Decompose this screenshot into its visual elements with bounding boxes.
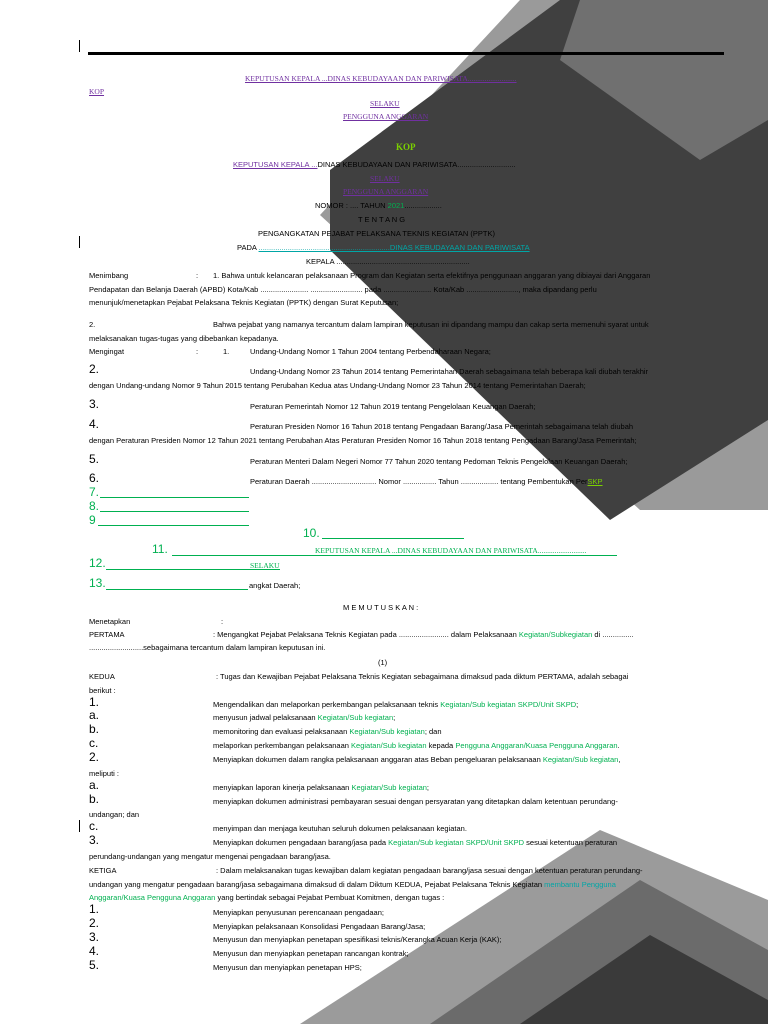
kedua-item2-text: Menyiapkan dokumen dalam rangka pelaksanaan anggaran atas Beban pengeluaran pelaksanaan (213, 755, 541, 764)
ketiga-line3-pengguna: Anggaran/Kuasa Pengguna Anggaran (89, 893, 216, 902)
mengingat-i6-text: Peraturan Daerah ............................... Nomor ................ Tahun .................. tentang Pembentukan Per (250, 477, 588, 486)
ketiga-line2-membantu: membantu Pengguna (544, 880, 616, 889)
pertama-line1 (213, 630, 634, 639)
pada-label: PADA (237, 243, 257, 252)
menimbang-p2-line2: melaksanakan tugas-tugas yang dibebankan kepadanya. (89, 334, 279, 343)
blank-line-13 (106, 589, 248, 590)
mengingat-n12-text: SELAKU (250, 561, 280, 570)
kedua-item3-line2: perundang-undangan yang mengatur mengenai pengadaan barang/jasa. (89, 852, 331, 861)
mengingat-n8: 8. (89, 499, 100, 513)
mengingat-n3: 3. (89, 397, 100, 411)
kedua-item3-end: sesuai ketentuan peraturan (526, 838, 618, 847)
kedua-item3-text: Menyiapkan dokumen pengadaan barang/jasa pada (213, 838, 387, 847)
left-margin-marker (79, 820, 80, 832)
mengingat-n11: 11. (152, 542, 168, 556)
kedua-item-c-end: . (617, 741, 620, 750)
kedua-item-b2-line1: menyiapkan dokumen administrasi pembayaran sesuai dengan persyaratan yang ditetapkan dalam ketentuan perundang- (213, 797, 618, 806)
kedua-line1: : Tugas dan Kewajiban Pejabat Pelaksana Teknis Kegiatan sebagaimana dimaksud pada diktum PERTAMA, adalah sebagai (216, 672, 629, 681)
blank-line-11 (172, 555, 617, 556)
mengingat-i4-line1: Peraturan Presiden Nomor 16 Tahun 2018 tentang Pengadaan Barang/Jasa Pemerintah sebagaimana telah diubah (250, 422, 634, 431)
kedua-item-b-end: ; dan (424, 727, 442, 736)
pertama-tail: di ............... (594, 630, 634, 639)
ketiga-item5: Menyusun dan menyiapkan penetapan HPS; (213, 963, 362, 972)
kedua-item-a2-text: menyiapkan laporan kinerja pelaksanaan (213, 783, 350, 792)
kedua-item3 (213, 838, 617, 847)
ketiga-n1: 1. (89, 902, 100, 916)
mengingat-i6-skp: SKP (587, 477, 603, 486)
nomor-dots: .................. (404, 201, 442, 210)
kedua-item-a2-end: ; (426, 783, 430, 792)
kedua-item-a (213, 713, 395, 722)
selaku-label: SELAKU (370, 99, 400, 108)
kedua-n1: 1. (89, 695, 100, 709)
kedua-nc2: c. (89, 819, 99, 833)
kedua-item-c (213, 741, 620, 750)
tentang-heading: T E N T A N G (358, 215, 406, 224)
nomor-text: NOMOR : .... TAHUN (315, 201, 386, 210)
kedua-item-c2: menyimpan dan menjaga keutuhan seluruh dokumen pelaksanaan kegiatan. (213, 824, 467, 833)
blank-line-10 (322, 538, 464, 539)
kedua-item-a-text: menyusun jadwal pelaksanaan (213, 713, 316, 722)
kedua-nb: b. (89, 722, 100, 736)
kedua-line2: berikut : (89, 686, 116, 695)
mengingat-n1: 1. (223, 347, 230, 356)
kedua-item2 (213, 755, 620, 764)
pengguna-label-2: PENGGUNA ANGGARAN (343, 187, 429, 196)
ketiga-item2: Menyiapkan pelaksanaan Konsolidasi Pengadaan Barang/Jasa; (213, 922, 426, 931)
kedua-item3-kegiatan: Kegiatan/Sub kegiatan SKPD/Unit SKPD (388, 838, 525, 847)
pada-line (237, 243, 530, 252)
kedua-item-c-kegiatan: Kegiatan/Sub kegiatan (351, 741, 427, 750)
kepala-line: KEPALA ................................................................ (306, 257, 470, 266)
mengingat-n13: 13. (89, 576, 106, 590)
blank-line-7 (100, 497, 249, 498)
ketiga-line1: : Dalam melaksanakan tugas kewajiban dalam kegiatan pengadaan barang/jasa sesuai dengan ketentuan peraturan perundang- (216, 866, 643, 875)
ketiga-line3 (89, 893, 444, 902)
mengingat-n5: 5. (89, 452, 100, 466)
mengingat-i2-line1: Undang-Undang Nomor 23 Tahun 2014 tentang Pemerintahan Daerah sebagaimana telah beberapa kali diubah terakhir (250, 367, 649, 376)
meliputi-label: meliputi : (89, 769, 120, 778)
kedua-item1 (213, 700, 578, 709)
mengingat-i5: Peraturan Menteri Dalam Negeri Nomor 77 Tahun 2020 tentang Pedoman Teknis Pengelolaan Keuangan Daerah; (250, 457, 628, 466)
kedua-item-a2-kegiatan: Kegiatan/Sub kegiatan (351, 783, 427, 792)
kedua-item-a-kegiatan: Kegiatan/Sub kegiatan (317, 713, 394, 722)
kedua-item-b-kegiatan: Kegiatan/Sub kegiatan (349, 727, 425, 736)
kedua-label: KEDUA (89, 672, 115, 681)
menimbang-p1-line3: menunjuk/menetapkan Pejabat Pelaksana Teknis Kegiatan (PPTK) dengan Surat Keputusan; (89, 298, 399, 307)
kedua-item2-kegiatan: Kegiatan/Sub kegiatan (542, 755, 619, 764)
perihal-heading: PENGANGKATAN PEJABAT PELAKSANA TEKNIS KEGIATAN (PPTK) (258, 229, 496, 238)
mengingat-label: Mengingat (89, 347, 125, 356)
kedua-nb2: b. (89, 792, 100, 806)
mengingat-n13-text: angkat Daerah; (249, 581, 301, 590)
kedua-item-a2 (213, 783, 429, 792)
kedua-n3: 3. (89, 833, 100, 847)
ketiga-item3: Menyusun dan menyiapkan penetapan spesifikasi teknis/Kerangka Acuan Kerja (KAK); (213, 935, 502, 944)
kedua-n2: 2. (89, 750, 100, 764)
kedua-item1-end: ; (576, 700, 579, 709)
mengingat-n7: 7. (89, 485, 100, 499)
blank-line-8 (100, 511, 249, 512)
ketiga-label: KETIGA (89, 866, 117, 875)
keputusan-prefix: KEPUTUSAN KEPALA ... (233, 160, 318, 169)
ketiga-n4: 4. (89, 944, 100, 958)
ketiga-n3: 3. (89, 930, 100, 944)
kedua-na2: a. (89, 778, 100, 792)
pada-value: ...............................................................DINAS KEBUDAYAAN DAN PARIWISATA (258, 243, 530, 252)
pertama-kegiatan: Kegiatan/Subkegiatan (518, 630, 593, 639)
pertama-line2: ..........................sebagaimana tercantum dalam lampiran keputusan ini. (89, 643, 326, 652)
kedua-item-c-pengguna: Pengguna Anggaran/Kuasa Pengguna Anggaran (455, 741, 618, 750)
menimbang-label: Menimbang (89, 271, 129, 280)
mengingat-n11-text: KEPUTUSAN KEPALA ...DINAS KEBUDAYAAN DAN PARIWISATA.......................... (315, 546, 587, 555)
ketiga-n5: 5. (89, 958, 100, 972)
ketiga-n2: 2. (89, 916, 100, 930)
nomor-line (315, 201, 442, 210)
menimbang-p1-line1: 1. Bahwa untuk kelancaran pelaksanaan Program dan Kegiatan serta efektifnya penggunaan anggaran yang dibiayai dari Anggaran (213, 271, 651, 280)
kedua-item-c-text: melaporkan perkembangan pelaksanaan (213, 741, 349, 750)
kedua-na: a. (89, 708, 100, 722)
mengingat-n4: 4. (89, 417, 100, 431)
pengguna-label: PENGGUNA ANGGARAN (343, 112, 429, 121)
menimbang-p1-line2: Pendapatan dan Belanja Daerah (APBD) Kota/Kab ....................... ......................... pada ....................... Kota/Kab ........................., maka dipandang perlu (89, 285, 597, 294)
mengingat-n12: 12. (89, 556, 106, 570)
mengingat-i1: Undang-Undang Nomor 1 Tahun 2004 tentang Perbendaharaan Negara; (250, 347, 491, 356)
menetapkan-label: Menetapkan (89, 617, 131, 626)
mengingat-n6: 6. (89, 471, 100, 485)
pertama-label: PERTAMA (89, 630, 125, 639)
menimbang-colon: : (196, 271, 199, 280)
left-margin-marker (79, 236, 80, 248)
left-margin-marker (79, 40, 80, 52)
paragraph-one-marker: (1) (378, 658, 388, 667)
ketiga-line2 (89, 880, 616, 889)
kedua-item1-text: Mengendalikan dan melaporkan perkembangan pelaksanaan teknis (213, 700, 439, 709)
nomor-year: 2021 (387, 201, 405, 210)
kedua-item-b (213, 727, 442, 736)
menetapkan-colon: : (221, 617, 224, 626)
menimbang-p2-num: 2. (89, 320, 96, 329)
kop-label-center: KOP (396, 142, 416, 152)
pertama-text: : Mengangkat Pejabat Pelaksana Teknis Kegiatan pada ........................ dalam Pelaksanaan (213, 630, 517, 639)
kedua-item-b2-line2: undangan; dan (89, 810, 140, 819)
memutuskan-title: M E M U T U S K A N : (343, 603, 419, 612)
mengingat-n9: 9 (89, 513, 96, 527)
ketiga-item4: Menyusun dan menyiapkan penetapan rancangan kontrak; (213, 949, 409, 958)
keputusan-dinas: DINAS KEBUDAYAAN DAN PARIWISATA............................ (317, 160, 516, 169)
kedua-item-b-text: memonitoring dan evaluasi pelaksanaan (213, 727, 348, 736)
top-title: KEPUTUSAN KEPALA ...DINAS KEBUDAYAAN DAN PARIWISATA.......................... (245, 74, 517, 83)
kedua-nc: c. (89, 736, 99, 750)
mengingat-i6 (250, 477, 603, 486)
header-rule (88, 52, 724, 55)
mengingat-i2-line2: dengan Undang-undang Nomor 9 Tahun 2015 tentang Perubahan Kedua atas Undang-Undang Nomor 23 Tahun 2014 tentang Pemerintahan Daerah; (89, 381, 586, 390)
mengingat-n10: 10. (303, 526, 320, 540)
kedua-item1-kegiatan: Kegiatan/Sub kegiatan SKPD/Unit SKPD (440, 700, 577, 709)
kedua-item-a-end: ; (393, 713, 396, 722)
mengingat-n2: 2. (89, 362, 100, 376)
keputusan-heading (233, 160, 516, 169)
menimbang-p2-line1: Bahwa pejabat yang namanya tercantum dalam lampiran keputusan ini dipandang mampu dan cakap serta memenuhi syarat untuk (213, 320, 649, 329)
mengingat-colon: : (196, 347, 199, 356)
mengingat-i3: Peraturan Pemerintah Nomor 12 Tahun 2019 tentang Pengelolaan Keuangan Daerah; (250, 402, 536, 411)
ketiga-item1: Menyiapkan penyusunan perencanaan pengadaan; (213, 908, 384, 917)
kedua-item2-end: , (618, 755, 621, 764)
kop-label-left: KOP (89, 87, 105, 96)
selaku-label-2: SELAKU (370, 174, 400, 183)
blank-line-9 (98, 525, 249, 526)
ketiga-line3-text: yang bertindak sebagai Pejabat Pembuat Komitmen, dengan tugas : (217, 893, 445, 902)
ketiga-line2-text: undangan yang mengatur pengadaan barang/jasa sebagaimana dimaksud di dalam Diktum KEDUA, Pejabat Pelaksana Teknis Kegiatan (89, 880, 543, 889)
kedua-item-c-kepada: kepada (428, 741, 454, 750)
mengingat-i4-line2: dengan Peraturan Presiden Nomor 12 Tahun 2021 tentang Perubahan Atas Peraturan Presiden Nomor 16 Tahun 2018 tentang Pengadaan Barang/Jasa Pemerintah; (89, 436, 637, 445)
